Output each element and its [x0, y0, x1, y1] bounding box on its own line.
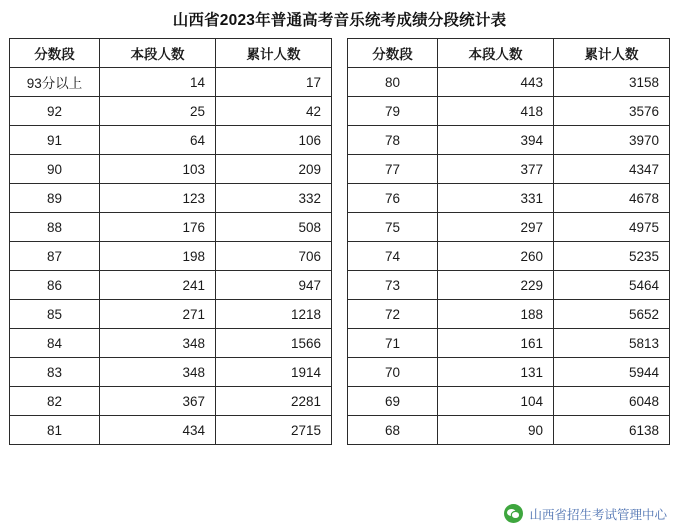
cell-score-band: 89 [10, 184, 100, 213]
cell-cumulative-count: 106 [216, 126, 332, 155]
table-row [348, 68, 670, 97]
cell-score-band: 78 [348, 126, 438, 155]
cell-segment-count: 25 [100, 97, 216, 126]
cell-score-band: 83 [10, 358, 100, 387]
cell-cumulative-count: 5464 [554, 271, 670, 300]
cell-score-band: 91 [10, 126, 100, 155]
cell-segment-count: 434 [100, 416, 216, 445]
cell-cumulative-count: 5652 [554, 300, 670, 329]
cell-score-band: 71 [348, 329, 438, 358]
wechat-icon [504, 504, 523, 523]
cell-cumulative-count: 332 [216, 184, 332, 213]
cell-score-band: 69 [348, 387, 438, 416]
cell-cumulative-count: 17 [216, 68, 332, 97]
column-header-cumulative: 累计人数 [216, 39, 332, 68]
cell-cumulative-count: 5813 [554, 329, 670, 358]
table-row [10, 329, 332, 358]
cell-score-band: 73 [348, 271, 438, 300]
cell-cumulative-count: 6138 [554, 416, 670, 445]
cell-segment-count: 131 [438, 358, 554, 387]
cell-score-band: 90 [10, 155, 100, 184]
cell-cumulative-count: 2715 [216, 416, 332, 445]
table-row [348, 329, 670, 358]
table-header-row [348, 39, 670, 68]
cell-segment-count: 331 [438, 184, 554, 213]
table-row [10, 242, 332, 271]
table-row [10, 416, 332, 445]
cell-segment-count: 198 [100, 242, 216, 271]
cell-cumulative-count: 508 [216, 213, 332, 242]
cell-cumulative-count: 4975 [554, 213, 670, 242]
table-row [10, 184, 332, 213]
table-row [10, 387, 332, 416]
table-row [348, 387, 670, 416]
table-row [348, 242, 670, 271]
cell-segment-count: 229 [438, 271, 554, 300]
cell-score-band: 70 [348, 358, 438, 387]
cell-score-band: 75 [348, 213, 438, 242]
table-row [10, 68, 332, 97]
cell-segment-count: 367 [100, 387, 216, 416]
cell-score-band: 87 [10, 242, 100, 271]
column-header-band: 分数段 [10, 39, 100, 68]
table-header-row [10, 39, 332, 68]
table-row [10, 126, 332, 155]
cell-segment-count: 176 [100, 213, 216, 242]
cell-segment-count: 377 [438, 155, 554, 184]
cell-score-band: 79 [348, 97, 438, 126]
score-table-left [9, 38, 332, 445]
cell-score-band: 88 [10, 213, 100, 242]
cell-score-band: 76 [348, 184, 438, 213]
cell-score-band: 85 [10, 300, 100, 329]
cell-score-band: 80 [348, 68, 438, 97]
cell-cumulative-count: 947 [216, 271, 332, 300]
cell-segment-count: 271 [100, 300, 216, 329]
cell-score-band: 68 [348, 416, 438, 445]
cell-cumulative-count: 4347 [554, 155, 670, 184]
cell-cumulative-count: 42 [216, 97, 332, 126]
table-row [348, 300, 670, 329]
cell-score-band: 81 [10, 416, 100, 445]
cell-score-band: 77 [348, 155, 438, 184]
table-row [348, 155, 670, 184]
cell-segment-count: 394 [438, 126, 554, 155]
table-row [348, 126, 670, 155]
cell-score-band: 74 [348, 242, 438, 271]
footer-label: 山西省招生考试管理中心 [529, 507, 667, 522]
table-row [10, 300, 332, 329]
cell-segment-count: 348 [100, 329, 216, 358]
cell-cumulative-count: 3158 [554, 68, 670, 97]
cell-cumulative-count: 5944 [554, 358, 670, 387]
cell-segment-count: 188 [438, 300, 554, 329]
cell-score-band: 84 [10, 329, 100, 358]
footer-attribution [504, 504, 667, 523]
cell-segment-count: 260 [438, 242, 554, 271]
column-header-band: 分数段 [348, 39, 438, 68]
cell-score-band: 92 [10, 97, 100, 126]
table-row [10, 213, 332, 242]
cell-segment-count: 297 [438, 213, 554, 242]
cell-score-band: 72 [348, 300, 438, 329]
cell-segment-count: 418 [438, 97, 554, 126]
table-row [10, 155, 332, 184]
cell-segment-count: 103 [100, 155, 216, 184]
cell-segment-count: 348 [100, 358, 216, 387]
tables-container [0, 30, 679, 445]
table-row [348, 97, 670, 126]
cell-cumulative-count: 4678 [554, 184, 670, 213]
cell-cumulative-count: 706 [216, 242, 332, 271]
page-title: 山西省2023年普通高考音乐统考成绩分段统计表 [172, 12, 507, 29]
cell-cumulative-count: 2281 [216, 387, 332, 416]
score-table-right [347, 38, 670, 445]
column-header-count: 本段人数 [100, 39, 216, 68]
cell-cumulative-count: 1566 [216, 329, 332, 358]
cell-segment-count: 443 [438, 68, 554, 97]
cell-segment-count: 14 [100, 68, 216, 97]
cell-score-band: 82 [10, 387, 100, 416]
cell-cumulative-count: 209 [216, 155, 332, 184]
table-row [10, 271, 332, 300]
cell-score-band: 86 [10, 271, 100, 300]
cell-cumulative-count: 1218 [216, 300, 332, 329]
cell-segment-count: 64 [100, 126, 216, 155]
cell-score-band: 93分以上 [10, 68, 100, 97]
table-row [10, 358, 332, 387]
column-header-count: 本段人数 [438, 39, 554, 68]
cell-segment-count: 104 [438, 387, 554, 416]
table-row [348, 358, 670, 387]
cell-cumulative-count: 3970 [554, 126, 670, 155]
cell-segment-count: 241 [100, 271, 216, 300]
table-row [348, 271, 670, 300]
cell-cumulative-count: 6048 [554, 387, 670, 416]
table-row [10, 97, 332, 126]
cell-cumulative-count: 5235 [554, 242, 670, 271]
table-row [348, 416, 670, 445]
cell-cumulative-count: 1914 [216, 358, 332, 387]
cell-cumulative-count: 3576 [554, 97, 670, 126]
cell-segment-count: 90 [438, 416, 554, 445]
cell-segment-count: 123 [100, 184, 216, 213]
table-row [348, 213, 670, 242]
column-header-cumulative: 累计人数 [554, 39, 670, 68]
cell-segment-count: 161 [438, 329, 554, 358]
table-row [348, 184, 670, 213]
